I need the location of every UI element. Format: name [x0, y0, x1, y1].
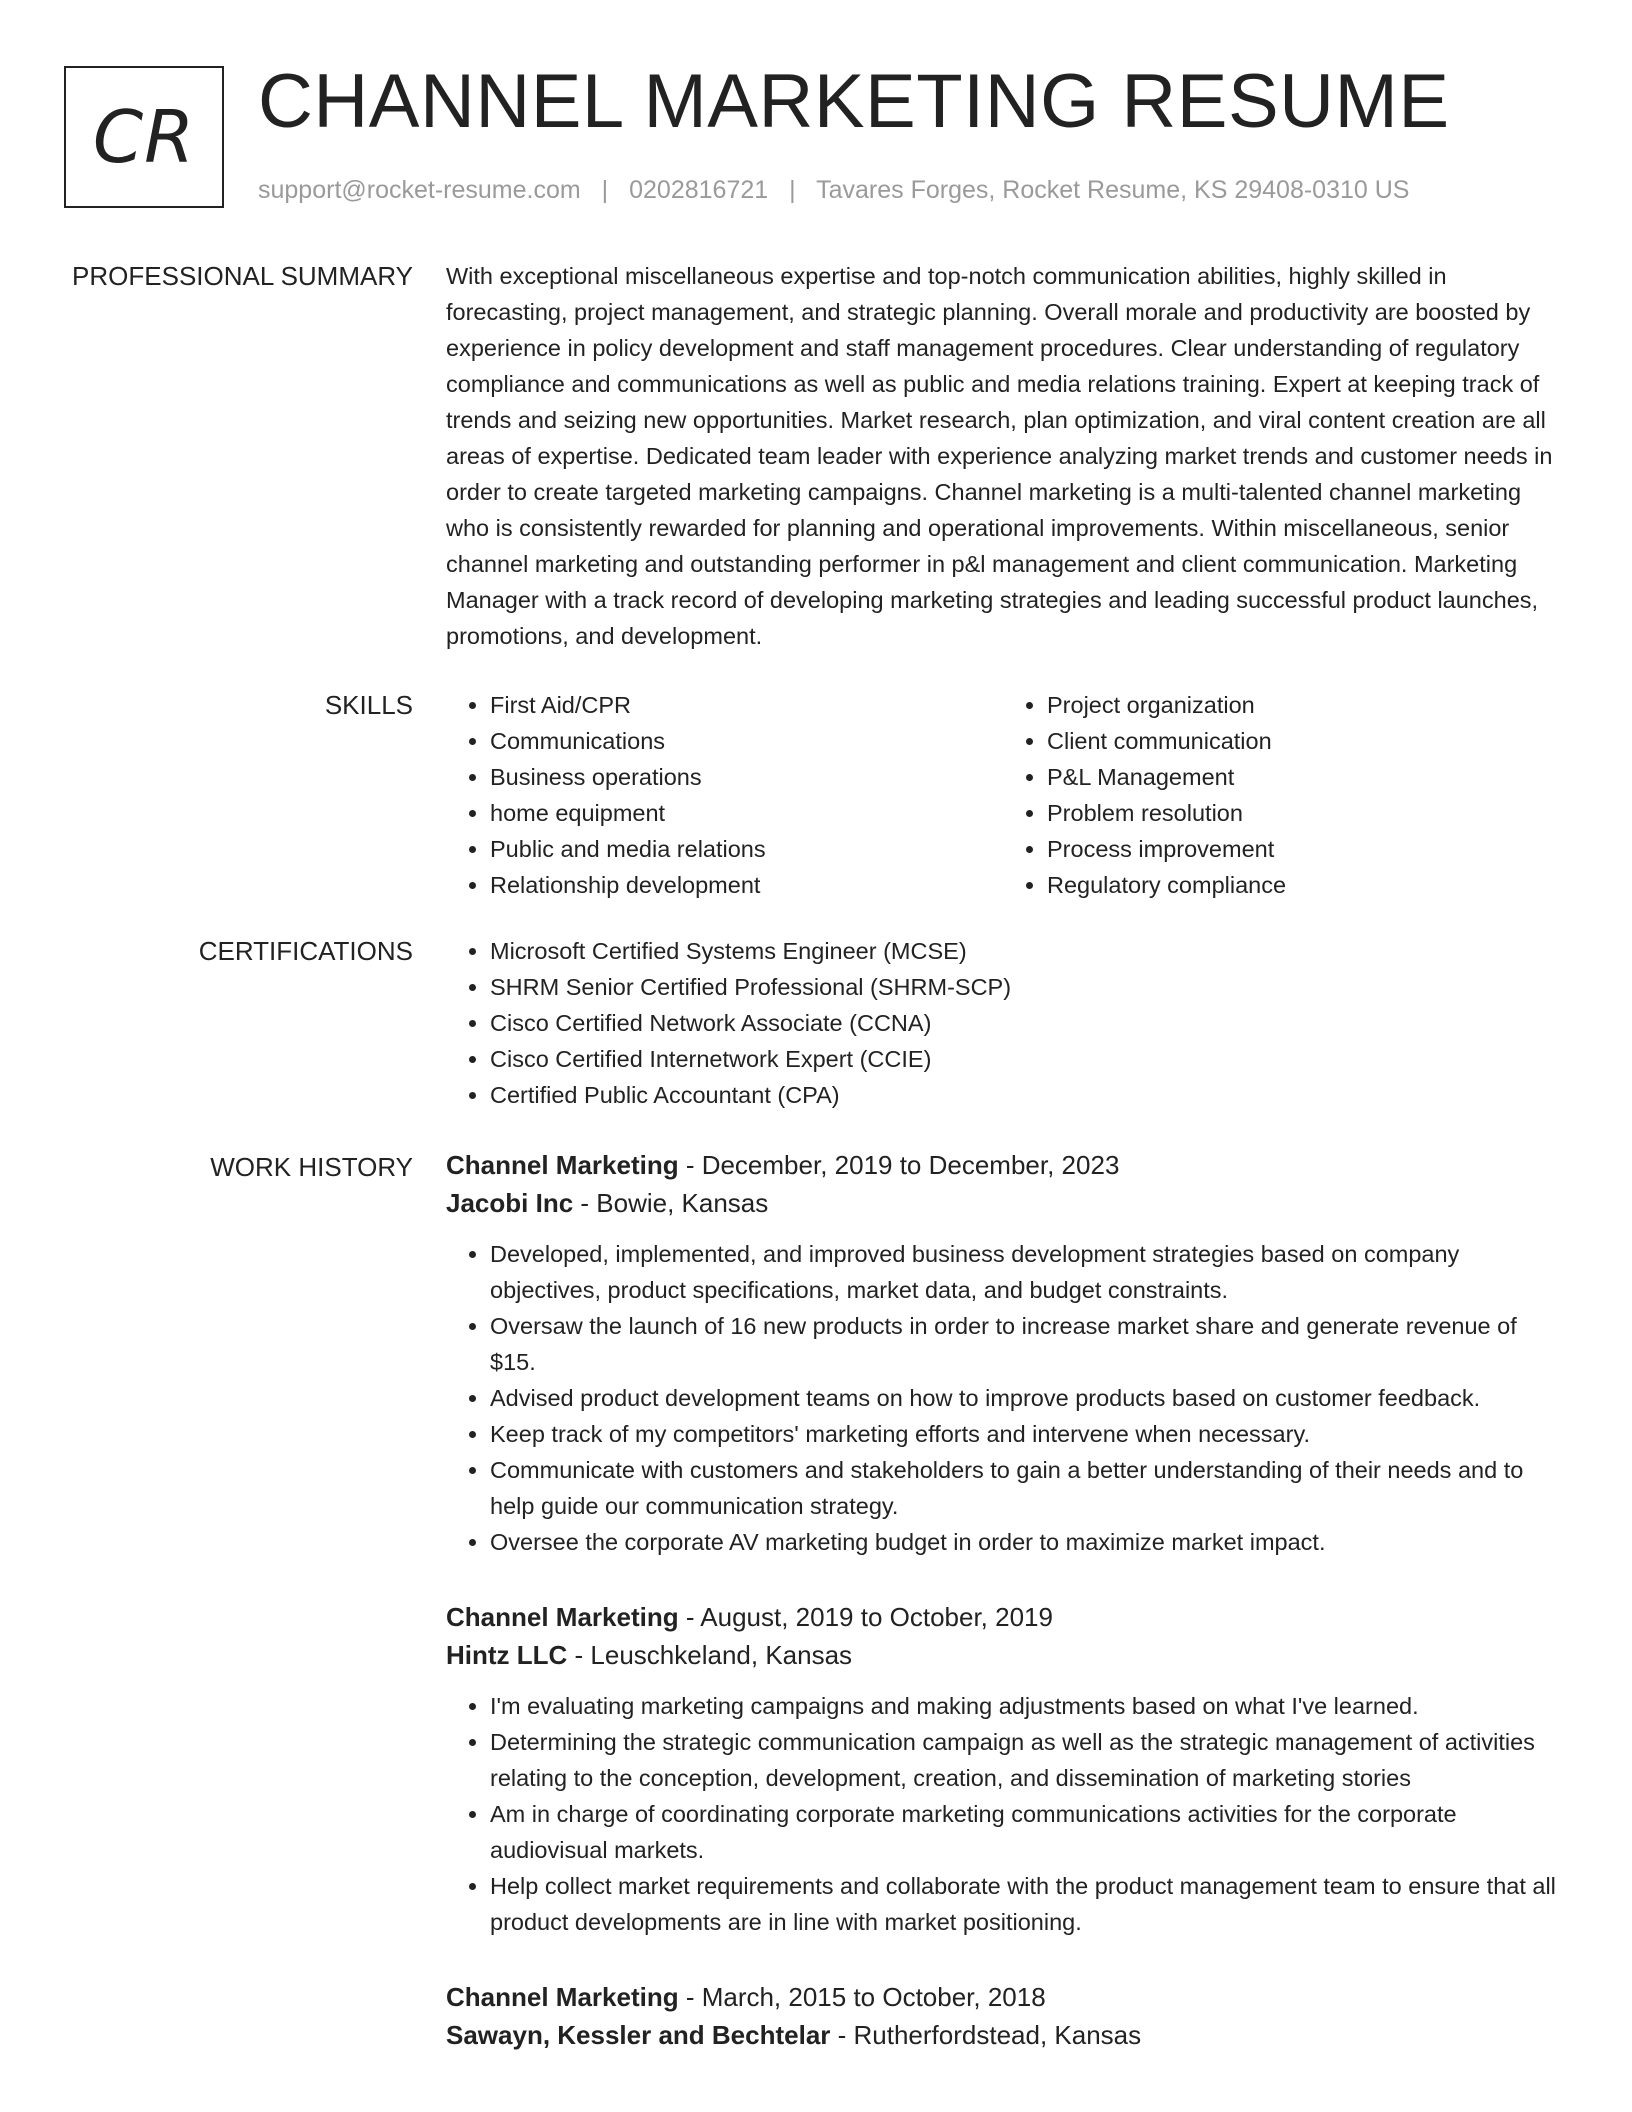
job-bullet: • Help collect market requirements and collaborate with the product management team to ensure that all product developments are in line with market positioning. [490, 1868, 1560, 1940]
job-company: Hintz LLC [446, 1640, 568, 1670]
work-history-body [446, 1146, 1560, 2092]
job-entry [446, 1146, 1560, 1560]
summary-heading: PROFESSIONAL SUMMARY [72, 261, 413, 291]
skill-item: • P&L Management [1047, 759, 1560, 795]
job-bullet: • Am in charge of coordinating corporate marketing communications activities for the corporate audiovisual markets. [490, 1796, 1560, 1868]
job-bullet: • Oversee the corporate AV marketing budget in order to maximize market impact. [490, 1524, 1560, 1560]
certification-item: • Cisco Certified Internetwork Expert (CCIE) [490, 1041, 1560, 1077]
certification-item: • Cisco Certified Network Associate (CCNA) [490, 1005, 1560, 1041]
job-company: Sawayn, Kessler and Bechtelar [446, 2020, 831, 2050]
job-bullet: • I'm evaluating marketing campaigns and making adjustments based on what I've learned. [490, 1688, 1560, 1724]
contact-address: Tavares Forges, Rocket Resume, KS 29408-0310 US [816, 176, 1410, 204]
contact-separator: | [601, 176, 609, 204]
job-title-line [446, 1146, 1560, 1184]
job-title: Channel Marketing [446, 1982, 679, 2012]
skill-item: • Communications [490, 723, 1003, 759]
job-bullets [446, 1688, 1560, 1940]
skill-item: • Process improvement [1047, 831, 1560, 867]
work-history-heading: WORK HISTORY [210, 1152, 413, 1182]
resume-title: CHANNEL MARKETING RESUME [258, 59, 1450, 144]
skill-item: • Client communication [1047, 723, 1560, 759]
job-title: Channel Marketing [446, 1602, 679, 1632]
job-location: - Leuschkeland, Kansas [567, 1640, 853, 1670]
skill-item: • home equipment [490, 795, 1003, 831]
job-title-line [446, 1598, 1560, 1636]
certification-item: • SHRM Senior Certified Professional (SHRM-SCP) [490, 969, 1560, 1005]
skill-item: • Public and media relations [490, 831, 1003, 867]
job-bullet: • Determining the strategic communication campaign as well as the strategic management of activities relating to the conception, development, creation, and dissemination of marketing stories [490, 1724, 1560, 1796]
job-company-line [446, 2016, 1560, 2054]
job-bullet: • Developed, implemented, and improved business development strategies based on company objectives, product specifications, market data, and budget constraints. [490, 1236, 1560, 1308]
contact-separator: | [789, 176, 796, 204]
job-location: - Bowie, Kansas [573, 1188, 769, 1218]
job-company: Jacobi Inc [446, 1188, 574, 1218]
skill-item: • Relationship development [490, 867, 1003, 903]
skills-heading: SKILLS [324, 690, 413, 720]
job-entry [446, 1978, 1560, 2054]
certifications-body [446, 933, 1560, 1113]
skills-list-right [1003, 687, 1560, 903]
job-dates: - March, 2015 to October, 2018 [678, 1982, 1046, 2012]
skills-list-left [446, 687, 1003, 903]
skill-item: • Business operations [490, 759, 1003, 795]
job-company-line [446, 1636, 1560, 1674]
certifications-list [446, 933, 1560, 1113]
job-title-line [446, 1978, 1560, 2016]
contact-phone: 0202816721 [629, 176, 769, 204]
monogram-badge [64, 66, 224, 208]
job-entry [446, 1598, 1560, 1940]
skill-item: • First Aid/CPR [490, 687, 1003, 723]
contact-line [258, 174, 1409, 206]
certification-item: • Certified Public Accountant (CPA) [490, 1077, 1560, 1113]
job-location: - Rutherfordstead, Kansas [830, 2020, 1142, 2050]
job-dates: - December, 2019 to December, 2023 [678, 1150, 1120, 1180]
job-bullet: • Oversaw the launch of 16 new products in order to increase market share and generate revenue of $15. [490, 1308, 1560, 1380]
skills-columns [446, 687, 1560, 903]
job-bullet: • Communicate with customers and stakeholders to gain a better understanding of their needs and to help guide our communication strategy. [490, 1452, 1560, 1524]
job-bullet: • Keep track of my competitors' marketing efforts and intervene when necessary. [490, 1416, 1560, 1452]
job-dates: - August, 2019 to October, 2019 [678, 1602, 1053, 1632]
job-title: Channel Marketing [446, 1150, 679, 1180]
job-bullet: • Advised product development teams on how to improve products based on customer feedback. [490, 1380, 1560, 1416]
skill-item: • Project organization [1047, 687, 1560, 723]
job-company-line [446, 1184, 1560, 1222]
certifications-heading: CERTIFICATIONS [198, 936, 413, 966]
summary-text: With exceptional miscellaneous expertise and top-notch communication abilities, highly skilled in forecasting, project management, and strategic planning. Overall morale and productivity are boosted by experience in policy development and staff management procedures. Clear understanding of regulatory compliance and communications as well as public and media relations training. Expert at keeping track of trends and seizing new opportunities. Market research, plan optimization, and viral content creation are all areas of expertise. Dedicated team leader with experience analyzing market trends and customer needs in order to create targeted marketing campaigns. Channel marketing is a multi-talented channel marketing who is consistently rewarded for planning and operational improvements. Within miscellaneous, senior channel marketing and outstanding performer in p&l management and client communication. Marketing Manager with a track record of developing marketing strategies and leading successful product launches, promotions, and development. [446, 263, 1553, 649]
monogram-initials: CR [92, 95, 196, 179]
job-bullets [446, 1236, 1560, 1560]
skill-item: • Regulatory compliance [1047, 867, 1560, 903]
certification-item: • Microsoft Certified Systems Engineer (MCSE) [490, 933, 1560, 969]
contact-email: support@rocket-resume.com [258, 176, 581, 204]
skill-item: • Problem resolution [1047, 795, 1560, 831]
